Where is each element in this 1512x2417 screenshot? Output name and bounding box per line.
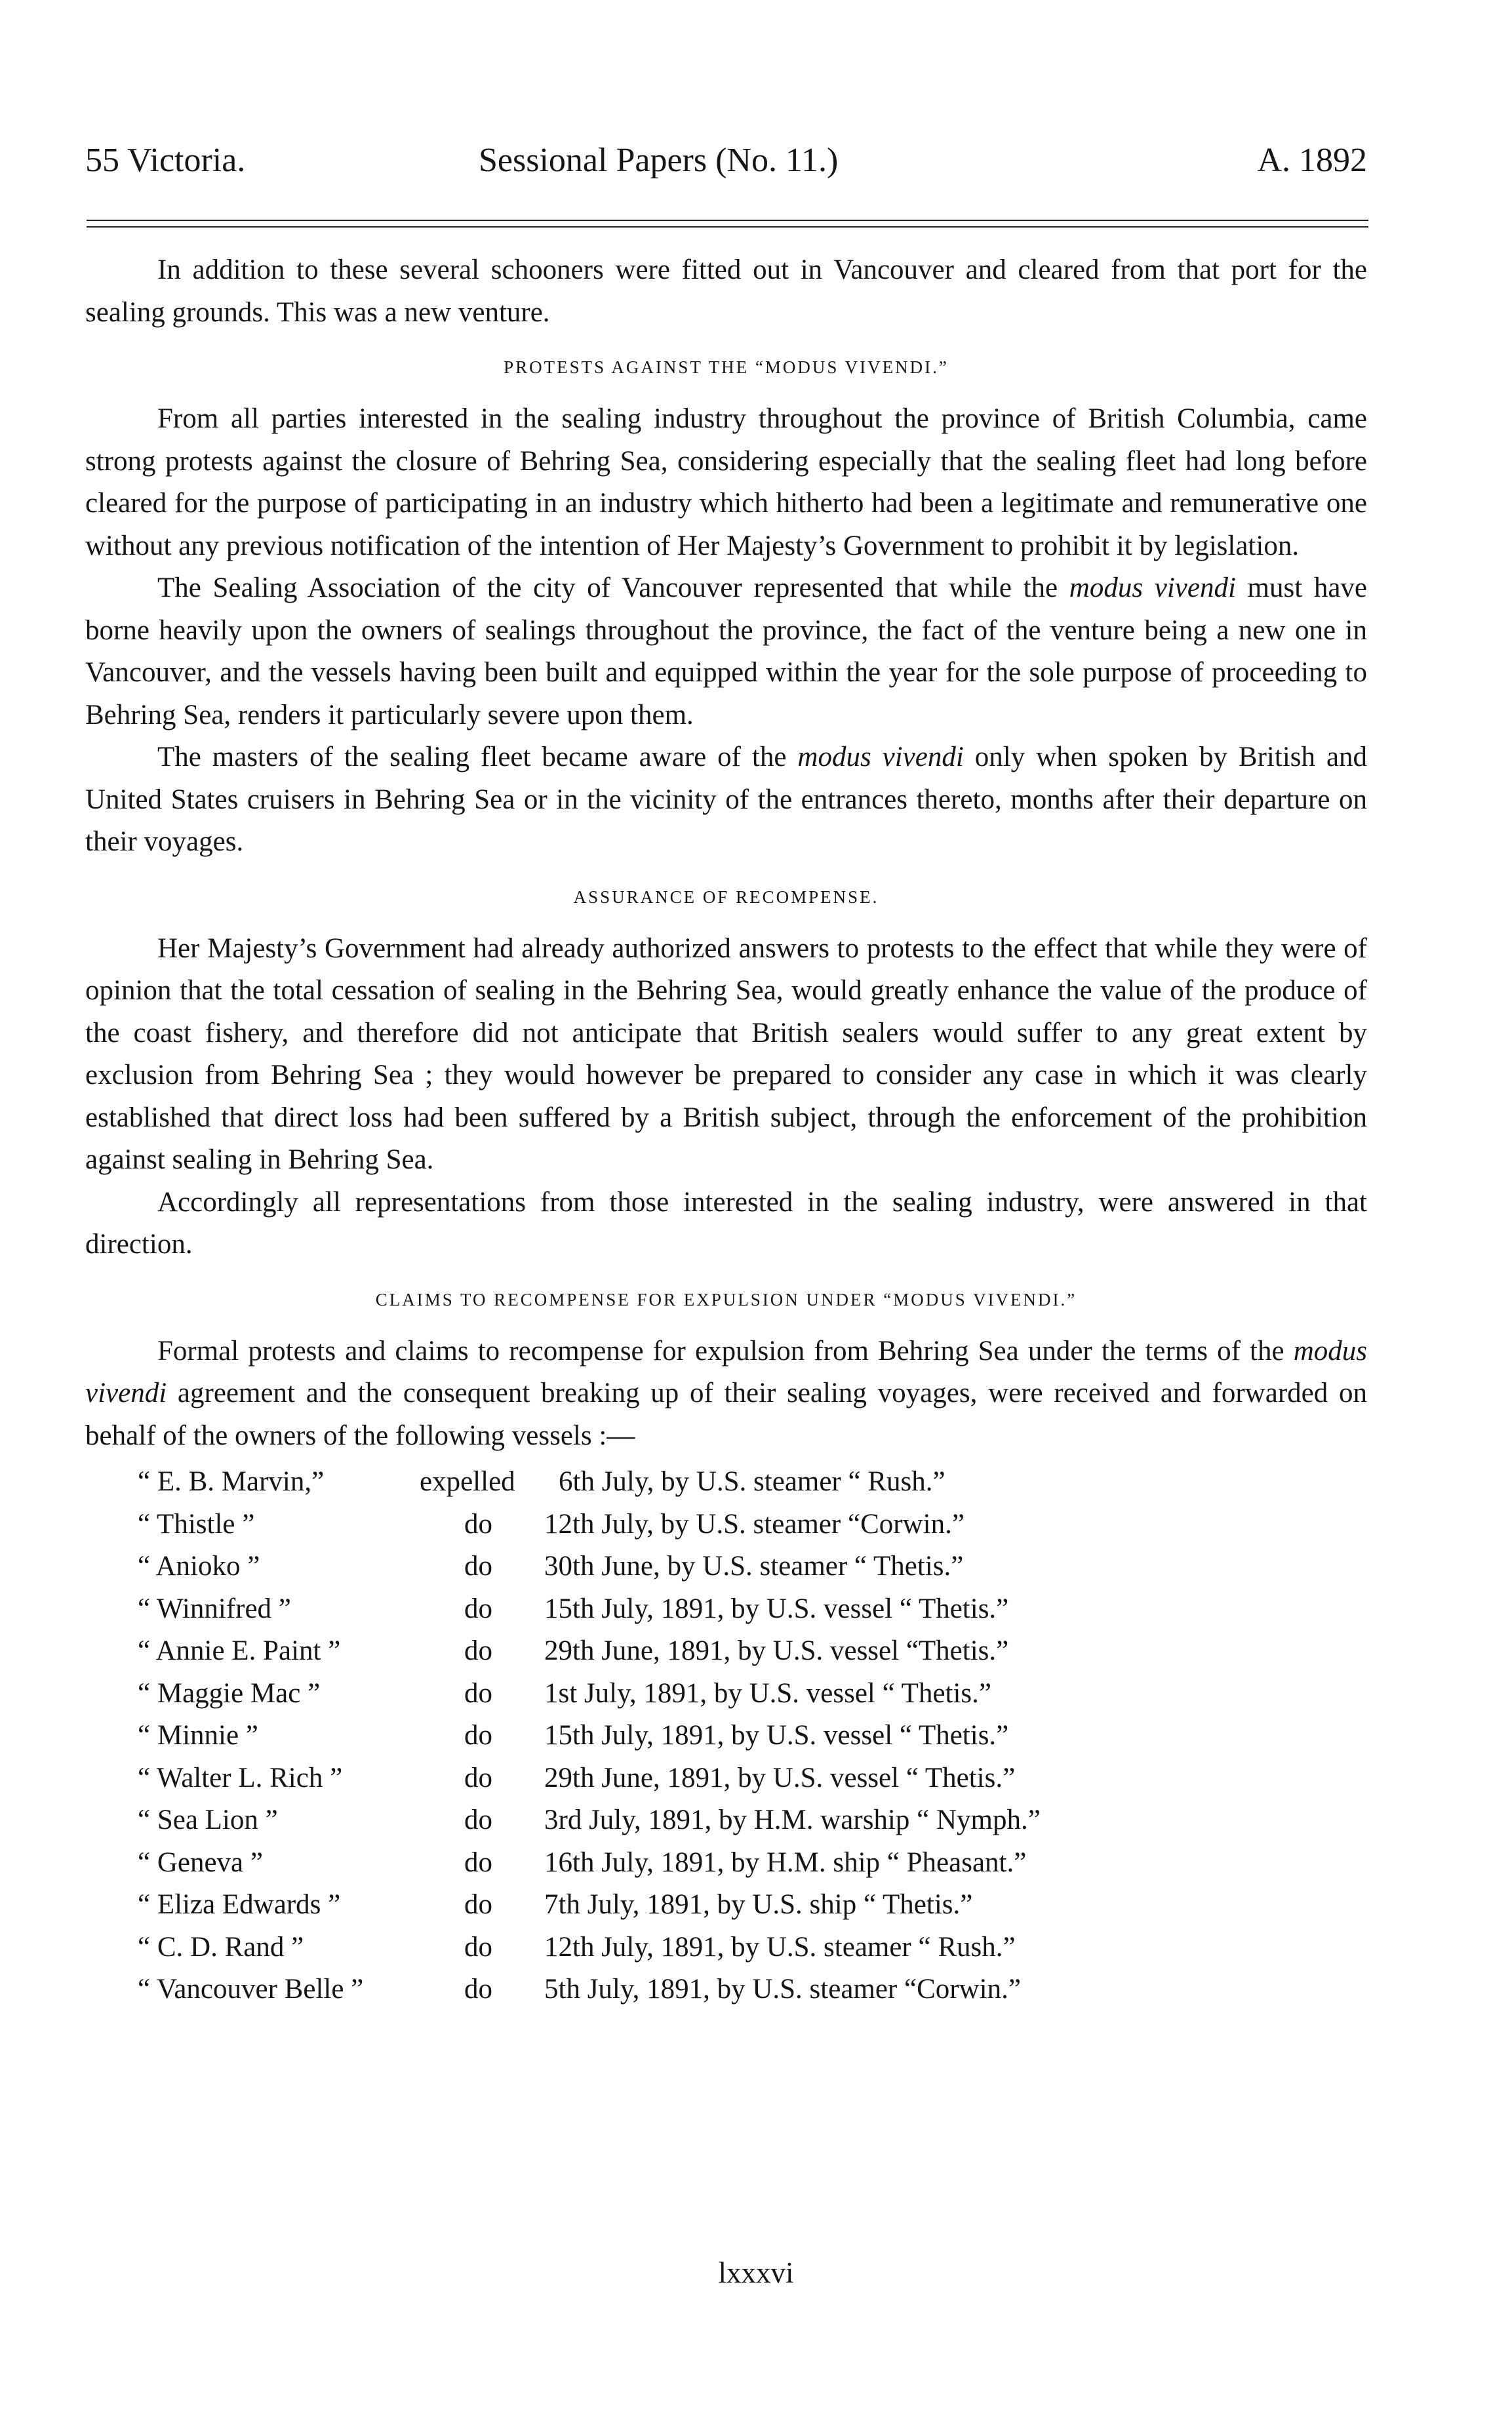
vessel-list bbox=[85, 1461, 1367, 2011]
vessel-status: do bbox=[464, 1635, 492, 1666]
vessel-row bbox=[85, 1504, 1367, 1546]
vessel-status: do bbox=[464, 1974, 492, 2005]
paragraph-government-answers: Her Majesty’s Government had already authorized answers to protests to the effect that while they were of opinion that the total cessation of sealing in the Behring Sea, would greatly enhance the value of the produce of the coast fishery, and therefore did not anticipate that British sealers would suffer to any great extent by exclusion from Behring Sea ; they would however be prepared to consider any case in which it was clearly established that direct loss had been suffered by a British subject, through the enforcement of the prohibition against sealing in Behring Sea. bbox=[85, 932, 1367, 1175]
vessel-status: do bbox=[464, 1847, 492, 1878]
paragraph-masters bbox=[85, 736, 1367, 864]
vessel-row bbox=[85, 1799, 1367, 1842]
vessel-name: “ Geneva ” bbox=[138, 1847, 263, 1878]
vessel-row bbox=[85, 1588, 1367, 1631]
paragraph-protests: From all parties interested in the sealing industry throughout the province of British Columbia, came strong protests against the closure of Behring Sea, considering especially that the sealing fleet had long before cleared for the purpose of participating in an industry which hitherto had been a legitimate and remunerative one without any previous notification of the intention of Her Majesty’s Government to prohibit it by legislation. bbox=[85, 403, 1367, 561]
vessel-expulsion-detail: 3rd July, 1891, by H.M. warship “ Nymph.” bbox=[544, 1805, 1041, 1835]
vessel-row bbox=[85, 1842, 1367, 1885]
vessel-name: “ E. B. Marvin,” bbox=[138, 1466, 325, 1497]
vessel-expulsion-detail: 12th July, 1891, by U.S. steamer “ Rush.” bbox=[544, 1931, 1016, 1963]
vessel-name: “ Anioko ” bbox=[138, 1551, 260, 1582]
vessel-status: do bbox=[464, 1931, 492, 1963]
vessel-name: “ Winnifred ” bbox=[138, 1593, 291, 1624]
vessel-row bbox=[85, 1546, 1367, 1588]
text-segment: only when spoken by British and United States cruisers in Behring Sea or in the vicinity of the entrances thereto, months after their departure on their voyages. bbox=[85, 742, 1368, 857]
vessel-status: do bbox=[464, 1677, 492, 1709]
vessel-name: “ Sea Lion ” bbox=[138, 1805, 278, 1835]
vessel-row bbox=[85, 1968, 1367, 2011]
vessel-status: do bbox=[464, 1551, 492, 1582]
header-rule-top bbox=[87, 220, 1368, 221]
header-title: Sessional Papers (No. 11.) bbox=[479, 142, 839, 179]
vessel-name: “ Minnie ” bbox=[138, 1720, 258, 1751]
vessel-row bbox=[85, 1927, 1367, 1969]
vessel-status: do bbox=[464, 1762, 492, 1793]
vessel-row bbox=[85, 1630, 1367, 1673]
header-year: A. 1892 bbox=[1257, 142, 1367, 179]
vessel-row bbox=[85, 1673, 1367, 1715]
page-folio: lxxxvi bbox=[718, 2256, 794, 2289]
vessel-expulsion-detail: 7th July, 1891, by U.S. ship “ Thetis.” bbox=[544, 1889, 973, 1920]
vessel-status: do bbox=[464, 1593, 492, 1624]
vessel-expulsion-detail: 15th July, 1891, by U.S. vessel “ Thetis.” bbox=[544, 1720, 1009, 1751]
section-heading-protests: PROTESTS AGAINST THE “MODUS VIVENDI.” bbox=[504, 357, 949, 377]
text-segment: must have borne heavily upon the owners of sealings throughout the province, the fact of the venture being a new one in Vancouver, and the vessels having been built and equipped within the year for the sole purpose of proceeding to Behring Sea, renders it particularly severe upon them. bbox=[85, 572, 1367, 730]
vessel-expulsion-detail: 1st July, 1891, by U.S. vessel “ Thetis.” bbox=[544, 1677, 991, 1709]
italic-term: modus vivendi bbox=[797, 742, 964, 772]
text-segment: Formal protests and claims to recompense for expulsion from Behring Sea under the terms of the bbox=[157, 1335, 1284, 1367]
text-segment: The masters of the sealing fleet became aware of the bbox=[157, 742, 787, 772]
vessel-status: do bbox=[464, 1889, 492, 1920]
vessel-status: do bbox=[464, 1508, 492, 1540]
vessel-name: “ Maggie Mac ” bbox=[138, 1677, 321, 1709]
vessel-name: “ C. D. Rand ” bbox=[138, 1931, 304, 1963]
italic-term: modus vivendi bbox=[1069, 572, 1236, 603]
vessel-expulsion-detail: 29th June, 1891, by U.S. vessel “ Thetis.” bbox=[544, 1762, 1016, 1793]
page-body bbox=[85, 249, 1367, 2011]
vessel-name: “ Walter L. Rich ” bbox=[138, 1762, 343, 1793]
paragraph-vancouver-association bbox=[85, 567, 1367, 736]
vessel-name: “ Thistle ” bbox=[138, 1508, 255, 1540]
vessel-name: “ Annie E. Paint ” bbox=[138, 1635, 341, 1666]
paragraph-intro: In addition to these several schooners were fitted out in Vancouver and cleared from that port for the sealing grounds. This was a new venture. bbox=[85, 254, 1367, 328]
vessel-row bbox=[85, 1715, 1367, 1757]
vessel-name: “ Eliza Edwards ” bbox=[138, 1889, 341, 1920]
text-segment: agreement and the consequent breaking up of their sealing voyages, were received and forwarded on behalf of the owners of the following vessels :— bbox=[85, 1378, 1368, 1451]
text-segment: The Sealing Association of the city of Vancouver represented that while the bbox=[157, 572, 1058, 603]
header-volume: 55 Victoria. bbox=[85, 142, 246, 179]
header-rule-bottom bbox=[87, 226, 1368, 228]
vessel-expulsion-detail: 29th June, 1891, by U.S. vessel “Thetis.” bbox=[544, 1635, 1009, 1666]
section-heading-claims: CLAIMS TO RECOMPENSE FOR EXPULSION UNDER “MODUS VIVENDI.” bbox=[375, 1289, 1077, 1309]
vessel-expulsion-detail: 12th July, by U.S. steamer “Corwin.” bbox=[544, 1508, 965, 1540]
vessel-expulsion-detail: 6th July, by U.S. steamer “ Rush.” bbox=[559, 1466, 945, 1497]
vessel-expulsion-detail: 30th June, by U.S. steamer “ Thetis.” bbox=[544, 1551, 964, 1582]
paragraph-accordingly: Accordingly all representations from those interested in the sealing industry, were answered in that direction. bbox=[85, 1186, 1367, 1260]
vessel-expulsion-detail: 16th July, 1891, by H.M. ship “ Pheasant.” bbox=[544, 1847, 1027, 1878]
running-header bbox=[85, 134, 1367, 187]
vessel-status: do bbox=[464, 1720, 492, 1751]
italic-term: modus vivendi bbox=[85, 1335, 1367, 1408]
section-heading-assurance: ASSURANCE OF RECOMPENSE. bbox=[573, 887, 879, 907]
vessel-name: “ Vancouver Belle ” bbox=[138, 1974, 364, 2005]
paragraph-formal-protests bbox=[85, 1330, 1367, 1458]
vessel-row bbox=[85, 1461, 1367, 1504]
vessel-status: do bbox=[464, 1805, 492, 1835]
vessel-expulsion-detail: 15th July, 1891, by U.S. vessel “ Thetis.” bbox=[544, 1593, 1009, 1624]
vessel-row bbox=[85, 1757, 1367, 1800]
vessel-status: expelled bbox=[420, 1466, 515, 1497]
vessel-expulsion-detail: 5th July, 1891, by U.S. steamer “Corwin.” bbox=[544, 1974, 1021, 2005]
vessel-row bbox=[85, 1884, 1367, 1927]
